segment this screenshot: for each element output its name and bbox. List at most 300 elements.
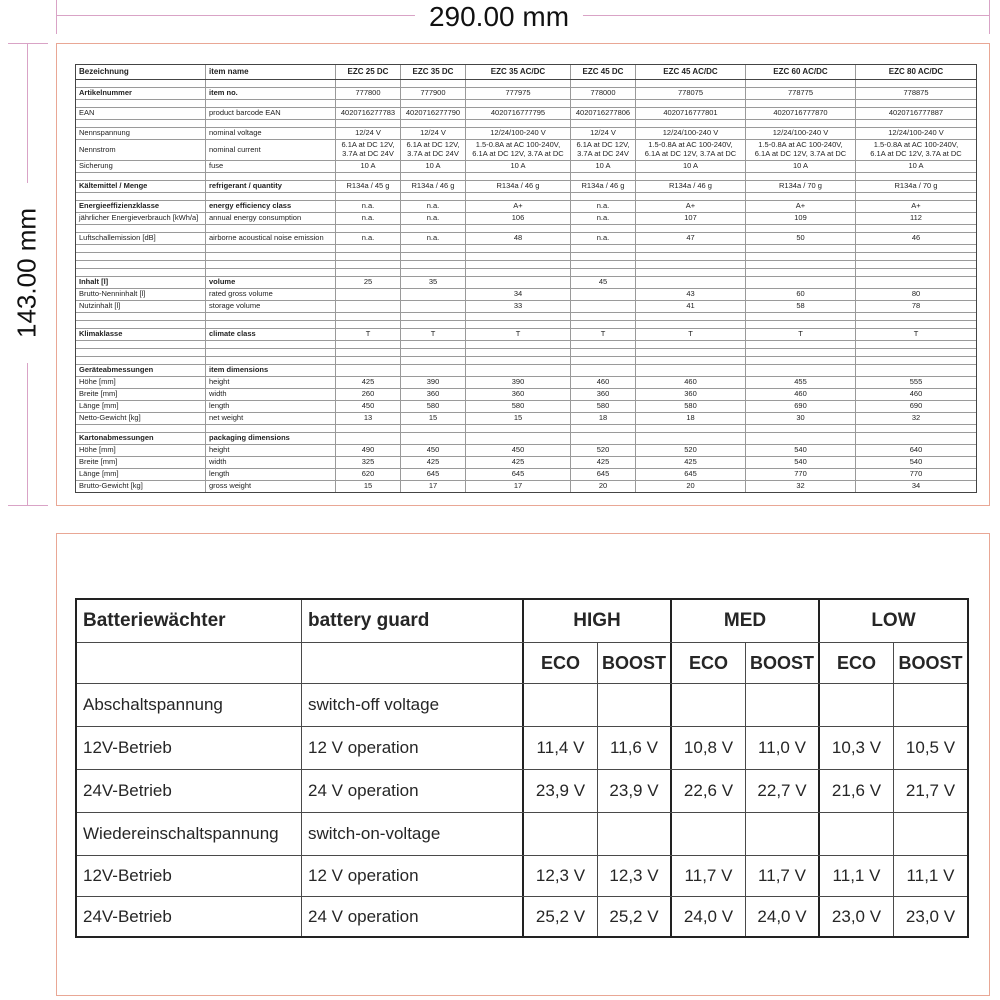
spec-value-cell (856, 193, 976, 200)
battery-value-cell: 23,9 V (524, 770, 598, 812)
spec-label-cell: Artikelnummer (76, 88, 206, 99)
spec-spacer-row (76, 245, 976, 253)
spec-value-cell: 1.5-0.8A at AC 100-240V, 6.1A at DC 12V, 3.7A at DC (636, 140, 746, 160)
spec-value-cell (636, 80, 746, 87)
spec-label-cell (76, 100, 206, 107)
battery-value-cell: 11,4 V (524, 727, 598, 769)
spec-value-cell (466, 193, 571, 200)
spec-label-cell: Sicherung (76, 161, 206, 172)
battery-subheader-row (77, 643, 967, 684)
spec-label-cell: climate class (206, 329, 336, 340)
spec-value-cell (336, 173, 401, 180)
spec-value-cell: 390 (401, 377, 466, 388)
spec-value-cell: 12/24 V (336, 128, 401, 139)
spec-label-cell: annual energy consumption (206, 213, 336, 224)
spec-value-cell (636, 321, 746, 328)
spec-value-cell: T (571, 329, 636, 340)
spec-value-cell (401, 173, 466, 180)
spec-value-cell: 690 (909, 401, 923, 411)
spec-value-cell: 360 (636, 389, 746, 400)
spec-value-cell (746, 173, 856, 180)
spec-value-cell: EZC 25 DC (336, 65, 401, 79)
battery-value-cell: 12,3 V (524, 856, 598, 896)
spec-value-cell: EZC 45 DC (571, 65, 636, 79)
spec-value-cell: 58 (746, 301, 856, 312)
spec-value-cell (571, 120, 636, 127)
spec-value-cell: 43 (636, 289, 746, 300)
spec-row (76, 233, 976, 245)
spec-value-cell (571, 269, 636, 276)
spec-value-cell (336, 341, 401, 348)
spec-value-cell (336, 289, 401, 300)
battery-value-cell: 25,2 V (598, 897, 672, 936)
spec-value-cell: 15 (466, 413, 571, 424)
spec-value-cell (636, 357, 746, 364)
spec-value-cell (746, 269, 856, 276)
battery-value-cell: 11,0 V (746, 727, 820, 769)
spec-row (76, 329, 976, 341)
spec-value-cell (856, 365, 976, 376)
spec-value-cell: 34 (466, 289, 571, 300)
spec-label-cell (206, 425, 336, 432)
spec-value-cell (571, 245, 636, 252)
spec-value-cell: 107 (636, 213, 746, 224)
spec-value-cell (746, 225, 856, 232)
spec-value-cell: 540 (746, 457, 856, 468)
battery-guard-table (75, 598, 969, 938)
spec-value-cell: T (913, 329, 919, 339)
spec-row (76, 213, 976, 225)
battery-value-cell: 23,9 V (598, 770, 672, 812)
battery-value-cell (746, 684, 820, 726)
spec-value-cell: A+ (466, 201, 571, 212)
spec-value-cell: 460 (909, 389, 923, 399)
spec-spacer-row (76, 80, 976, 88)
spec-value-cell: 109 (746, 213, 856, 224)
spec-value-cell (636, 365, 746, 376)
spec-spacer-row (76, 225, 976, 233)
spec-value-cell (571, 193, 636, 200)
spec-value-cell: T (336, 329, 401, 340)
spec-label-cell: nominal current (206, 140, 336, 160)
spec-value-cell (856, 100, 976, 107)
battery-value-cell (894, 684, 967, 726)
spec-label-cell: Nennspannung (76, 128, 206, 139)
spec-label-cell: width (206, 389, 336, 400)
spec-value-cell: 25 (336, 277, 401, 288)
spec-value-cell: R134a / 46 g (571, 181, 636, 192)
spec-label-cell: rated gross volume (206, 289, 336, 300)
spec-value-cell: 10 A (636, 161, 746, 172)
spec-value-cell: 490 (336, 445, 401, 456)
spec-value-cell (336, 80, 401, 87)
spec-value-cell: R134a / 70 g (894, 181, 938, 191)
spec-value-cell: 47 (636, 233, 746, 244)
spec-value-cell: 460 (571, 377, 636, 388)
spec-value-cell: 425 (571, 457, 636, 468)
spec-value-cell: 540 (746, 445, 856, 456)
spec-value-cell: 460 (636, 377, 746, 388)
battery-value-cell: 11,7 V (746, 856, 820, 896)
spec-value-cell (401, 357, 466, 364)
spec-value-cell (571, 433, 636, 444)
spec-value-cell: 450 (401, 445, 466, 456)
spec-value-cell: 778000 (571, 88, 636, 99)
spec-label-cell: Höhe [mm] (76, 377, 206, 388)
spec-label-cell: Netto-Gewicht [kg] (76, 413, 206, 424)
height-dimension-tick-bottom (8, 505, 48, 506)
spec-value-cell (746, 433, 856, 444)
spec-row (76, 161, 976, 173)
spec-value-cell (336, 313, 401, 320)
spec-value-cell: 540 (909, 457, 923, 467)
spec-value-cell: 20 (636, 481, 746, 492)
spec-value-cell (636, 245, 746, 252)
spec-label-cell: fuse (206, 161, 336, 172)
spec-label-cell (206, 349, 336, 356)
spec-value-cell (336, 425, 401, 432)
spec-value-cell (856, 80, 976, 87)
spec-value-cell (571, 357, 636, 364)
spec-label-cell: height (206, 377, 336, 388)
battery-subheader-cell: BOOST (898, 652, 963, 673)
spec-value-cell (636, 269, 746, 276)
battery-value-cell: 11,7 V (672, 856, 746, 896)
spec-label-cell: jährlicher Energieverbrauch [kWh/a] (76, 213, 206, 224)
spec-value-cell (746, 313, 856, 320)
spec-label-cell: gross weight (206, 481, 336, 492)
spec-value-cell: 4020716777887 (888, 108, 944, 118)
spec-label-cell: Länge [mm] (76, 469, 206, 480)
spec-value-cell (636, 173, 746, 180)
spec-value-cell (636, 349, 746, 356)
spec-value-cell: 10 A (571, 161, 636, 172)
spec-value-cell (746, 425, 856, 432)
battery-value-cell (746, 813, 820, 855)
spec-value-cell: R134a / 46 g (401, 181, 466, 192)
spec-label-cell: item name (206, 65, 336, 79)
battery-value-cell: 10,3 V (820, 727, 894, 769)
spec-value-cell (336, 269, 401, 276)
battery-label-cell: switch-off voltage (302, 684, 524, 726)
spec-table (75, 64, 977, 493)
width-dimension-label: 290.00 mm (415, 1, 583, 33)
spec-value-cell: 6.1A at DC 12V, 3.7A at DC 24V (336, 140, 401, 160)
spec-value-cell: 425 (466, 457, 571, 468)
spec-value-cell (746, 349, 856, 356)
battery-value-cell (820, 684, 894, 726)
spec-value-cell: n.a. (336, 233, 401, 244)
spec-value-cell: 450 (466, 445, 571, 456)
spec-value-cell: 20 (571, 481, 636, 492)
spec-value-cell (856, 341, 976, 348)
battery-value-cell (820, 813, 894, 855)
spec-value-cell (336, 120, 401, 127)
battery-value-cell (77, 643, 302, 683)
spec-value-cell: n.a. (401, 201, 466, 212)
spec-value-cell (401, 433, 466, 444)
spec-value-cell (636, 253, 746, 260)
battery-subheader-cell: ECO (820, 643, 894, 683)
spec-value-cell: 60 (746, 289, 856, 300)
spec-value-cell (336, 245, 401, 252)
spec-value-cell (636, 225, 746, 232)
battery-label-cell: Wiedereinschaltspannung (77, 813, 302, 855)
battery-value-cell (672, 813, 746, 855)
spec-value-cell (401, 269, 466, 276)
spec-value-cell: T (636, 329, 746, 340)
spec-value-cell (466, 261, 571, 268)
spec-row (76, 277, 976, 289)
spec-label-cell: width (206, 457, 336, 468)
width-dimension-tick-left (56, 0, 57, 34)
spec-value-cell: T (746, 329, 856, 340)
spec-value-cell (571, 225, 636, 232)
spec-label-cell (206, 313, 336, 320)
spec-value-cell (401, 193, 466, 200)
spec-value-cell: 360 (401, 389, 466, 400)
spec-label-cell (206, 225, 336, 232)
spec-label-cell (76, 173, 206, 180)
spec-value-cell: 645 (401, 469, 466, 480)
spec-label-cell: length (206, 469, 336, 480)
spec-value-cell: 4020716277790 (401, 108, 466, 119)
spec-value-cell: T (466, 329, 571, 340)
spec-label-cell: Höhe [mm] (76, 445, 206, 456)
spec-label-cell: Bezeichnung (76, 65, 206, 79)
spec-value-cell: 690 (746, 401, 856, 412)
spec-value-cell: 18 (571, 413, 636, 424)
spec-value-cell (571, 425, 636, 432)
spec-value-cell (856, 349, 976, 356)
spec-value-cell (401, 120, 466, 127)
spec-value-cell (571, 289, 636, 300)
battery-value-cell (598, 813, 672, 855)
spec-value-cell (466, 321, 571, 328)
spec-value-cell: 390 (466, 377, 571, 388)
spec-spacer-row (76, 313, 976, 321)
spec-label-cell: item dimensions (206, 365, 336, 376)
spec-label-cell (76, 313, 206, 320)
spec-label-cell (206, 100, 336, 107)
spec-value-cell: n.a. (571, 233, 636, 244)
battery-value-cell: 11,1 V (820, 856, 894, 896)
spec-value-cell (746, 357, 856, 364)
spec-value-cell: EZC 35 DC (401, 65, 466, 79)
spec-value-cell: 15 (336, 481, 401, 492)
spec-label-cell (76, 193, 206, 200)
spec-value-cell (571, 100, 636, 107)
battery-label-cell: Abschaltspannung (77, 684, 302, 726)
battery-value-cell: 22,7 V (746, 770, 820, 812)
battery-row (77, 770, 967, 813)
spec-value-cell (401, 301, 466, 312)
battery-value-cell: 21,6 V (820, 770, 894, 812)
spec-value-cell: n.a. (571, 201, 636, 212)
spec-label-cell (206, 120, 336, 127)
spec-value-cell: 80 (911, 289, 921, 299)
spec-label-cell: length (206, 401, 336, 412)
spec-value-cell (636, 277, 746, 288)
spec-value-cell (336, 433, 401, 444)
battery-subheader-cell: BOOST (746, 643, 820, 683)
spec-spacer-row (76, 261, 976, 269)
spec-value-cell (571, 261, 636, 268)
spec-value-cell: 4020716277806 (571, 108, 636, 119)
spec-value-cell: 450 (336, 401, 401, 412)
spec-row (76, 128, 976, 140)
spec-value-cell (856, 425, 976, 432)
spec-value-cell: n.a. (336, 201, 401, 212)
battery-group-header-cell: HIGH (524, 600, 672, 642)
spec-value-cell (856, 277, 976, 288)
spec-value-cell: 580 (571, 401, 636, 412)
spec-value-cell: 555 (909, 377, 923, 387)
spec-value-cell (336, 349, 401, 356)
spec-value-cell (401, 253, 466, 260)
spec-label-cell (76, 269, 206, 276)
battery-label-cell: 24V-Betrieb (77, 897, 302, 936)
spec-value-cell: n.a. (401, 213, 466, 224)
spec-value-cell: 12/24/100-240 V (888, 128, 944, 138)
spec-value-cell (636, 425, 746, 432)
spec-value-cell (856, 245, 976, 252)
spec-spacer-row (76, 193, 976, 201)
spec-value-cell: 777800 (336, 88, 401, 99)
spec-value-cell (336, 357, 401, 364)
spec-value-cell (336, 321, 401, 328)
spec-label-cell (76, 80, 206, 87)
spec-value-cell (466, 277, 571, 288)
spec-row (76, 201, 976, 213)
spec-value-cell: 360 (571, 389, 636, 400)
spec-value-cell: 425 (401, 457, 466, 468)
spec-row (76, 289, 976, 301)
spec-label-cell: Inhalt [l] (76, 277, 206, 288)
spec-value-cell (336, 193, 401, 200)
spec-label-cell (206, 193, 336, 200)
spec-value-cell (856, 261, 976, 268)
spec-label-cell: Luftschallemission [dB] (76, 233, 206, 244)
spec-value-cell (571, 173, 636, 180)
spec-value-cell (746, 261, 856, 268)
spec-value-cell (401, 245, 466, 252)
spec-value-cell: 778875 (903, 88, 929, 98)
spec-value-cell: 778775 (746, 88, 856, 99)
spec-value-cell (466, 245, 571, 252)
spec-spacer-row (76, 100, 976, 108)
spec-value-cell (466, 100, 571, 107)
spec-value-cell (466, 313, 571, 320)
battery-value-cell: 12,3 V (598, 856, 672, 896)
battery-label-cell: battery guard (302, 600, 524, 642)
spec-label-cell: Brutto-Nenninhalt [l] (76, 289, 206, 300)
spec-value-cell (466, 269, 571, 276)
spec-value-cell (401, 100, 466, 107)
spec-row (76, 469, 976, 481)
spec-label-cell (206, 253, 336, 260)
spec-value-cell: 41 (636, 301, 746, 312)
spec-value-cell (746, 253, 856, 260)
spec-value-cell: 1.5-0.8A at AC 100-240V, 6.1A at DC 12V, 3.7A at DC (746, 140, 856, 160)
spec-label-cell: Nennstrom (76, 140, 206, 160)
spec-value-cell: 425 (636, 457, 746, 468)
spec-value-cell: 46 (911, 233, 921, 243)
battery-group-header-cell: MED (672, 600, 820, 642)
spec-row (76, 365, 976, 377)
spec-label-cell: height (206, 445, 336, 456)
spec-label-cell (76, 120, 206, 127)
spec-value-cell: 1.5-0.8A at AC 100-240V, 6.1A at DC 12V, 3.7A at DC (466, 140, 571, 160)
spec-label-cell: Kältemittel / Menge (76, 181, 206, 192)
spec-value-cell: 1.5-0.8A at AC 100-240V, 6.1A at DC 12V, 3.7A at DC (870, 140, 962, 158)
spec-value-cell: EZC 80 AC/DC (888, 67, 944, 77)
battery-value-cell (672, 684, 746, 726)
spec-label-cell: Nutzinhalt [l] (76, 301, 206, 312)
battery-subheader-cell: ECO (672, 643, 746, 683)
spec-value-cell: 325 (336, 457, 401, 468)
spec-label-cell (206, 341, 336, 348)
spec-label-cell: volume (206, 277, 336, 288)
spec-value-cell: 32 (911, 413, 921, 423)
spec-value-cell: A+ (911, 201, 921, 211)
spec-value-cell: 35 (401, 277, 466, 288)
spec-row (76, 401, 976, 413)
spec-label-cell: packaging dimensions (206, 433, 336, 444)
spec-label-cell: refrigerant / quantity (206, 181, 336, 192)
spec-row (76, 433, 976, 445)
spec-value-cell (746, 365, 856, 376)
spec-value-cell: 32 (746, 481, 856, 492)
spec-value-cell: 12/24/100-240 V (636, 128, 746, 139)
spec-value-cell: 17 (401, 481, 466, 492)
spec-value-cell (746, 120, 856, 127)
spec-label-cell (206, 269, 336, 276)
spec-value-cell (401, 341, 466, 348)
spec-value-cell (466, 120, 571, 127)
spec-value-cell (746, 321, 856, 328)
spec-spacer-row (76, 269, 976, 277)
spec-label-cell: Kartonabmessungen (76, 433, 206, 444)
battery-label-cell: Batteriewächter (77, 600, 302, 642)
spec-value-cell: 645 (636, 469, 746, 480)
spec-label-cell: energy efficiency class (206, 201, 336, 212)
spec-value-cell (746, 245, 856, 252)
spec-value-cell (466, 225, 571, 232)
spec-value-cell: 12/24 V (571, 128, 636, 139)
spec-value-cell (401, 80, 466, 87)
battery-label-cell: 24 V operation (302, 897, 524, 936)
height-dimension-tick-top (8, 43, 48, 44)
spec-value-cell: 112 (910, 213, 922, 223)
spec-value-cell (856, 433, 976, 444)
spec-label-cell: Breite [mm] (76, 389, 206, 400)
spec-value-cell: 4020716777801 (636, 108, 746, 119)
spec-row (76, 140, 976, 161)
spec-value-cell (856, 253, 976, 260)
battery-value-cell: 25,2 V (524, 897, 598, 936)
spec-value-cell (336, 301, 401, 312)
spec-value-cell: EZC 35 AC/DC (466, 65, 571, 79)
spec-value-cell: 17 (466, 481, 571, 492)
spec-value-cell: 10 A (466, 161, 571, 172)
battery-value-cell: 23,0 V (820, 897, 894, 936)
spec-value-cell: 777975 (466, 88, 571, 99)
spec-row (76, 65, 976, 80)
spec-value-cell (636, 313, 746, 320)
spec-value-cell (336, 225, 401, 232)
battery-value-cell: 24,0 V (672, 897, 746, 936)
